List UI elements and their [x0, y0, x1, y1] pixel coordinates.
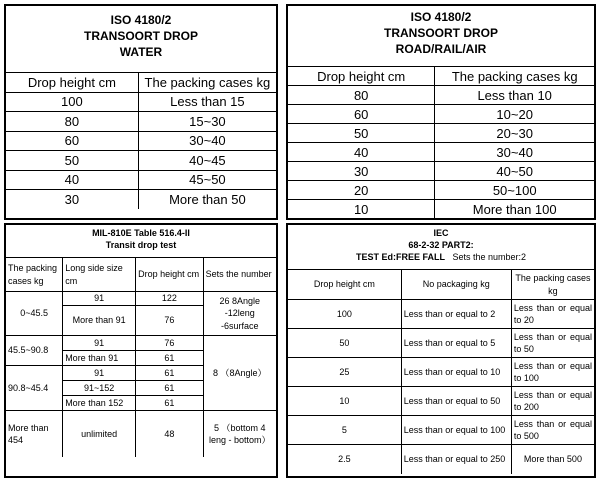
cell: 45.5~90.8	[6, 336, 63, 366]
cell: 10	[288, 387, 401, 416]
cell: 91	[63, 336, 136, 351]
cell: 91~152	[63, 381, 136, 396]
cell: 90.8~45.4	[6, 366, 63, 411]
table-row	[288, 200, 594, 219]
iso-water-table	[6, 72, 276, 209]
cell: Less than or equal to 100	[401, 416, 511, 445]
title-line: MIL-810E Table 516.4-II	[92, 228, 190, 238]
cell: 0~45.5	[6, 292, 63, 336]
cell: More than 50	[138, 190, 276, 209]
title-line: ISO 4180/2	[410, 10, 472, 24]
table-row	[288, 445, 594, 474]
cell: 2.5	[288, 445, 401, 474]
cell: Less than or equal to 50	[511, 329, 594, 358]
title-line: 68-2-32 PART2:	[408, 240, 474, 251]
cell: 61	[136, 366, 204, 381]
cell: Less than 15	[138, 92, 276, 112]
cell: Less than or equal to 50	[401, 387, 511, 416]
cell: More than 454	[6, 411, 63, 457]
cell: 40	[6, 170, 138, 190]
cell: Less than or equal to 5	[401, 329, 511, 358]
table-row	[288, 143, 594, 162]
cell: 60	[6, 131, 138, 151]
table-row	[288, 416, 594, 445]
cell: 30	[6, 190, 138, 209]
cell: 30~40	[138, 131, 276, 151]
cell: Less than or equal to 10	[401, 358, 511, 387]
cell: 100	[6, 92, 138, 112]
cell: 50~100	[435, 181, 594, 200]
cell: 50	[288, 329, 401, 358]
table-row	[288, 162, 594, 181]
header-cell: The packing cases kg	[6, 258, 63, 292]
iec-title	[288, 225, 594, 269]
title-line-3	[288, 251, 594, 263]
cell: 10~20	[435, 105, 594, 124]
header-row	[6, 73, 276, 93]
cell: unlimited	[63, 411, 136, 457]
cell: 40~45	[138, 151, 276, 171]
mil-table	[6, 257, 276, 457]
header-cell: The packing cases kg	[435, 67, 594, 86]
cell: 61	[136, 351, 204, 366]
mil-panel	[4, 223, 278, 478]
table-row	[288, 124, 594, 143]
table-row	[288, 300, 594, 329]
cell: Less than or equal to 20	[511, 300, 594, 329]
cell: More than 500	[511, 445, 594, 474]
table-row	[288, 358, 594, 387]
table-row	[6, 92, 276, 112]
cell: 40~50	[435, 162, 594, 181]
title-line: ROAD/RAIL/AIR	[395, 42, 487, 57]
title-line: WATER	[119, 45, 163, 60]
cell: 30~40	[435, 143, 594, 162]
title-line: ISO 4180/2	[110, 13, 172, 27]
cell: 76	[136, 306, 204, 336]
cell: 5	[288, 416, 401, 445]
header-cell: The packing cases kg	[511, 270, 594, 300]
cell: 20	[288, 181, 435, 200]
iso-road-title	[288, 6, 594, 66]
cell: 8 （8Angle）	[203, 336, 276, 411]
cell: Less than or equal to 2	[401, 300, 511, 329]
cell: 60	[288, 105, 435, 124]
cell: 40	[288, 143, 435, 162]
table-row	[288, 329, 594, 358]
cell: 25	[288, 358, 401, 387]
title-line: Transit drop test	[105, 240, 177, 251]
sets-number-label: Sets the number:2	[452, 252, 527, 263]
cell: 50	[288, 124, 435, 143]
cell: Less than or equal to 500	[511, 416, 594, 445]
cell: 20~30	[435, 124, 594, 143]
header-row	[288, 270, 594, 300]
table-row	[6, 112, 276, 132]
iso-road-table	[288, 66, 594, 218]
cell: 48	[136, 411, 204, 457]
cell: 26 8Angle -12leng -6surface	[203, 292, 276, 336]
cell: 61	[136, 381, 204, 396]
header-cell: Drop height cm	[288, 67, 435, 86]
header-cell: Sets the number	[203, 258, 276, 292]
cell: 91	[63, 292, 136, 306]
cell: More than 91	[63, 351, 136, 366]
header-row	[6, 258, 276, 292]
cell: 50	[6, 151, 138, 171]
cell: 91	[63, 366, 136, 381]
iso-water-panel	[4, 4, 278, 220]
table-row	[6, 411, 276, 457]
header-cell: The packing cases kg	[138, 73, 276, 93]
cell: 80	[288, 86, 435, 105]
cell: 76	[136, 336, 204, 351]
header-cell: Drop height cm	[136, 258, 204, 292]
iec-panel	[286, 223, 596, 478]
iec-table	[288, 269, 594, 474]
title-line: TRANSOORT DROP	[384, 26, 498, 41]
mil-title	[6, 225, 276, 257]
test-label: TEST Ed:FREE FALL	[355, 252, 445, 263]
cell: 30	[288, 162, 435, 181]
cell: Less than or equal to 250	[401, 445, 511, 474]
table-row	[288, 86, 594, 105]
cell: 45~50	[138, 170, 276, 190]
cell: 5 （bottom 4 leng - bottom）	[203, 411, 276, 457]
cell: Less than or equal to 100	[511, 358, 594, 387]
table-row	[6, 190, 276, 209]
cell: 61	[136, 396, 204, 411]
cell: Less than or equal to 200	[511, 387, 594, 416]
table-row	[288, 387, 594, 416]
header-cell: Drop height cm	[288, 270, 401, 300]
cell: 15~30	[138, 112, 276, 132]
header-cell: No packaging kg	[401, 270, 511, 300]
cell: Less than 10	[435, 86, 594, 105]
table-row	[6, 170, 276, 190]
table-row	[288, 181, 594, 200]
table-row	[6, 151, 276, 171]
cell: 100	[288, 300, 401, 329]
cell: 10	[288, 200, 435, 219]
table-row	[6, 292, 276, 306]
title-line: TRANSOORT DROP	[84, 29, 198, 44]
table-row	[288, 105, 594, 124]
cell: 122	[136, 292, 204, 306]
cell: More than 91	[63, 306, 136, 336]
header-row	[288, 67, 594, 86]
iso-water-title	[6, 6, 276, 72]
table-row	[6, 131, 276, 151]
header-cell: Drop height cm	[6, 73, 138, 93]
cell: 80	[6, 112, 138, 132]
cell: More than 100	[435, 200, 594, 219]
table-row	[6, 336, 276, 351]
cell: More than 152	[63, 396, 136, 411]
iso-road-panel	[286, 4, 596, 220]
header-cell: Long side size cm	[63, 258, 136, 292]
title-line: IEC	[433, 228, 449, 238]
